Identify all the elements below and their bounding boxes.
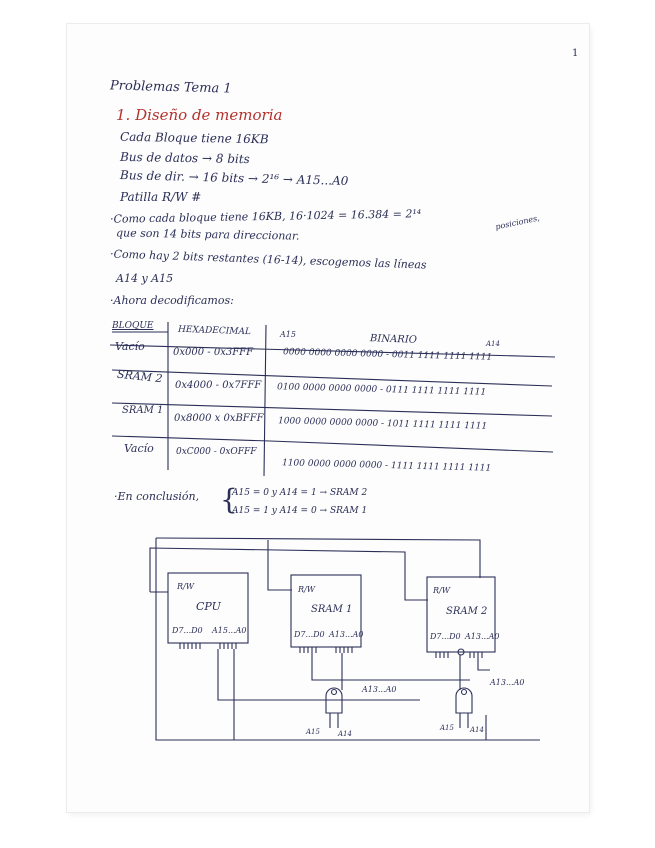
sram1-data-pins: D7...D0 (294, 630, 325, 639)
table-header-binario: BINARIO (369, 333, 418, 346)
sram1-rw: R/W (298, 585, 315, 594)
table-header-a15: A15 (280, 330, 296, 339)
conclusion-line-2: A15 = 1 y A14 = 0 → SRAM 1 (232, 506, 368, 516)
cpu-addr-pins: A15...A0 (212, 626, 247, 635)
sram2-rw: R/W (433, 586, 450, 595)
brace-icon: { (220, 483, 238, 516)
cpu-label: CPU (196, 600, 221, 613)
row-2-bin: 0100 0000 0000 0000 - 0111 1111 1111 1111 (276, 382, 487, 398)
row-1-hex: 0x000 - 0x3FFF (173, 347, 254, 358)
row-4-bin: 1100 0000 0000 0000 - 1111 1111 1111 1111 (281, 458, 492, 474)
conclusion-line-1: A15 = 0 y A14 = 1 → SRAM 2 (232, 488, 368, 498)
row-4-hex: 0xC000 - 0xOFFF (176, 447, 257, 457)
sram1-addr-pins: A13...A0 (329, 630, 364, 639)
row-1-bloque: Vacío (115, 340, 145, 353)
row-2-hex: 0x4000 - 0x7FFF (175, 380, 262, 391)
row-2-bloque: SRAM 2 (116, 367, 164, 386)
spec-line-4: Patilla R/W # (120, 190, 202, 204)
sram2-label: SRAM 2 (446, 606, 488, 617)
spec-line-1: Cada Bloque tiene 16KB (119, 129, 269, 147)
section-title: 1. Diseño de memoria (116, 106, 283, 124)
row-1-bin: 0000 0000 0000 0000 - 0011 1111 1111 1111 (282, 347, 493, 363)
row-4-bloque: Vacío (124, 442, 154, 455)
cpu-rw: R/W (177, 582, 194, 591)
table-header-bloque: BLOQUE (112, 321, 154, 331)
row-3-bloque: SRAM 1 (122, 405, 164, 416)
table-header-a14: A14 (486, 340, 500, 348)
note-2-line-2: A14 y A15 (116, 272, 174, 285)
page-header: Problemas Tema 1 (109, 78, 232, 97)
note-3: ·Ahora decodificamos: (110, 294, 234, 307)
table-header-hex: HEXADECIMAL (177, 324, 252, 338)
spec-line-2: Bus de datos → 8 bits (119, 149, 250, 167)
page-number: 1 (572, 48, 579, 59)
note-1-line-2: que son 14 bits para direccionar. (115, 226, 300, 243)
sram2-data-pins: D7...D0 (430, 632, 461, 641)
gate-1-input-a15: A15 (306, 728, 320, 736)
bus-label-2: A13...A0 (490, 678, 525, 687)
bus-label-1: A13...A0 (362, 685, 397, 694)
conclusion-lead: ·En conclusión, (114, 490, 200, 503)
gate-2-input-a15: A15 (440, 724, 454, 732)
row-3-bin: 1000 0000 0000 0000 - 1011 1111 1111 1111 (277, 416, 488, 432)
gate-2-input-a14: A14 (470, 726, 484, 734)
note-1-line-1: ·Como cada bloque tiene 16KB, 16·1024 = 16.384 = 2¹⁴ (109, 207, 422, 226)
cpu-data-pins: D7...D0 (172, 626, 203, 635)
note-1-suffix: posiciones, (494, 213, 541, 232)
spec-line-3: Bus de dir. → 16 bits → 2¹⁶ → A15...A0 (119, 168, 349, 188)
note-2-line-1: ·Como hay 2 bits restantes (16-14), escogemos las líneas (109, 247, 427, 272)
and-gate-2 (456, 688, 472, 713)
sram1-label: SRAM 1 (311, 604, 353, 615)
gate-1-input-a14: A14 (338, 730, 352, 738)
row-3-hex: 0x8000 x 0xBFFF (174, 413, 264, 424)
sram2-addr-pins: A13...A0 (465, 632, 500, 641)
